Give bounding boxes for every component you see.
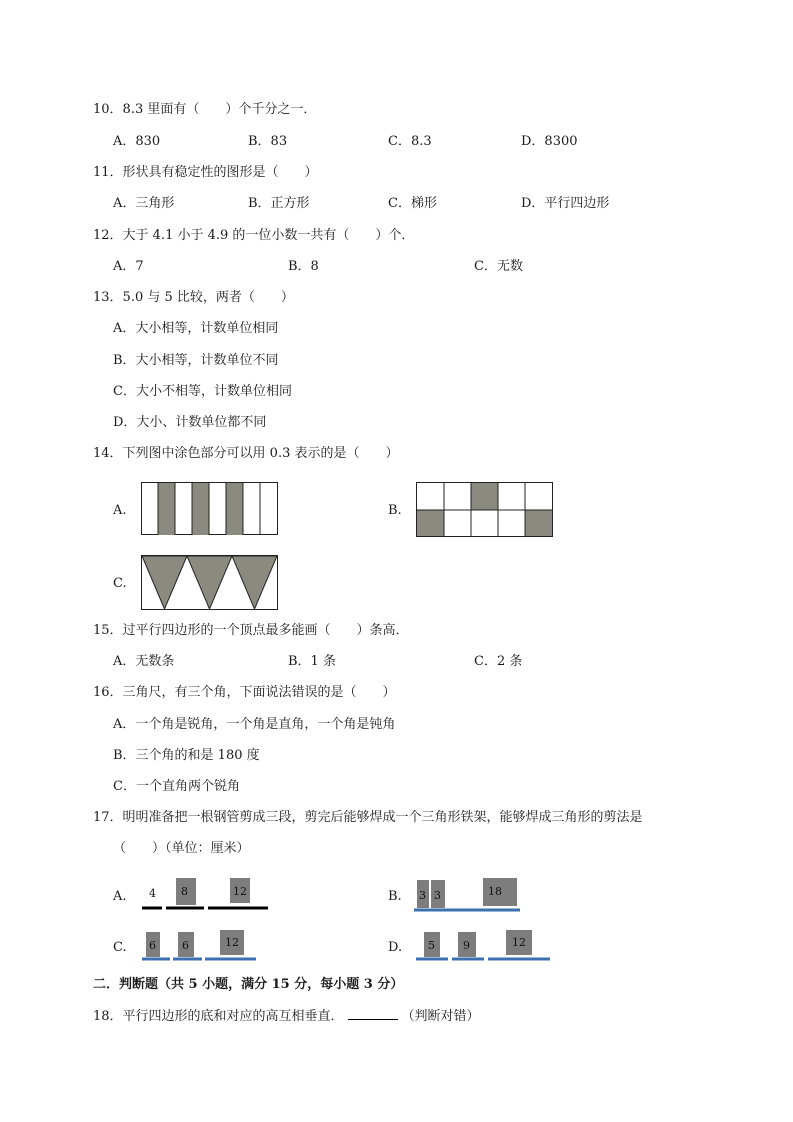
q12-option-c[interactable]: C．无数 (474, 259, 523, 274)
q17c-seg-3: 12 (225, 936, 239, 949)
q14a-shaded-strip-1 (158, 483, 175, 535)
q17d-seg-1: 5 (428, 939, 435, 952)
q11-option-a[interactable]: A．三角形 (113, 196, 175, 211)
q17d-seg-2: 9 (463, 939, 470, 952)
q15-option-b[interactable]: B．1 条 (288, 654, 336, 669)
q16-option-b[interactable]: B．三个角的和是 180 度 (113, 748, 260, 763)
q17c-seg-2: 6 (182, 939, 189, 952)
q14b-shaded-cell-1 (471, 483, 498, 510)
q12-option-a[interactable]: A．7 (113, 259, 144, 274)
q10-option-b[interactable]: B．83 (248, 134, 288, 149)
q14-figure-a[interactable] (141, 482, 279, 536)
q17b-seg-3: 18 (488, 885, 502, 898)
q14a-shaded-strip-3 (226, 483, 243, 535)
q17d-seg-3: 12 (512, 936, 526, 949)
q17a-seg-1: 4 (149, 887, 156, 900)
q13-option-b[interactable]: B．大小相等，计数单位不同 (113, 353, 279, 368)
q14b-shaded-cell-2 (417, 510, 444, 537)
q18-stem: 18．平行四边形的底和对应的高互相垂直． (93, 1009, 344, 1024)
q14-label-a[interactable]: A. (113, 503, 127, 518)
q15-option-a[interactable]: A．无数条 (113, 654, 175, 669)
q14b-shaded-cell-3 (525, 510, 552, 537)
q17a-seg-2: 8 (181, 885, 188, 898)
q17-figure-a[interactable] (142, 876, 270, 912)
q17c-seg-1: 6 (149, 939, 156, 952)
q17-figure-b[interactable] (412, 876, 524, 912)
q10-option-a[interactable]: A．830 (113, 134, 161, 149)
q12-option-b[interactable]: B．8 (288, 259, 319, 274)
q16-option-c[interactable]: C．一个直角两个锐角 (113, 779, 240, 794)
q11-option-d[interactable]: D．平行四边形 (521, 196, 610, 211)
q17-figure-c[interactable] (140, 926, 260, 962)
q12-stem: 12．大于 4.1 小于 4.9 的一位小数一共有（ ）个． (93, 228, 415, 243)
q13-stem: 13．5.0 与 5 比较，两者（ ） (93, 290, 294, 305)
q10-option-d[interactable]: D．8300 (521, 134, 578, 149)
q17-stem: 17．明明准备把一根钢管剪成三段，剪完后能够焊成一个三角形铁架，能够焊成三角形的剪法是 (93, 810, 643, 825)
q13-option-d[interactable]: D．大小、计数单位都不同 (113, 415, 267, 430)
q17a-seg-3: 12 (233, 885, 247, 898)
q14-figure-c[interactable] (141, 555, 279, 611)
q15-stem: 15．过平行四边形的一个顶点最多能画（ ）条高． (93, 623, 409, 638)
q13-option-a[interactable]: A．大小相等，计数单位相同 (113, 321, 279, 336)
section-2-title: 二．判断题（共 5 小题，满分 15 分，每小题 3 分） (93, 977, 404, 992)
q11-option-b[interactable]: B．正方形 (248, 196, 310, 211)
q14a-shaded-strip-2 (192, 483, 209, 535)
q17-stem-continued: （ ）（单位：厘米） (113, 841, 250, 856)
q11-option-c[interactable]: C．梯形 (388, 196, 437, 211)
q17-label-a[interactable]: A. (113, 889, 127, 904)
q14-stem: 14．下列图中涂色部分可以用 0.3 表示的是（ ） (93, 446, 399, 461)
q14-label-c[interactable]: C. (113, 576, 127, 591)
q17-label-d[interactable]: D. (388, 940, 403, 955)
q17b-seg-1: 3 (419, 889, 426, 902)
q17-figure-d[interactable] (412, 926, 552, 962)
q17-label-b[interactable]: B. (388, 889, 402, 904)
q10-option-c[interactable]: C．8.3 (388, 134, 432, 149)
q15-option-c[interactable]: C．2 条 (474, 654, 523, 669)
q16-option-a[interactable]: A．一个角是锐角，一个角是直角，一个角是钝角 (113, 717, 396, 732)
q14-label-b[interactable]: B. (388, 503, 402, 518)
q10-stem: 10．8.3 里面有（ ）个千分之一． (93, 102, 317, 117)
q18-answer-blank[interactable] (348, 1007, 398, 1020)
q13-option-c[interactable]: C．大小不相等，计数单位相同 (113, 384, 292, 399)
q18-line (93, 1007, 480, 1026)
q18-suffix: （判断对错） (401, 1009, 480, 1024)
q17b-seg-2: 3 (434, 889, 441, 902)
q17-label-c[interactable]: C. (113, 940, 127, 955)
q11-stem: 11．形状具有稳定性的图形是（ ） (93, 165, 318, 180)
q14-figure-b[interactable] (416, 482, 554, 538)
q16-stem: 16．三角尺，有三个角，下面说法错误的是（ ） (93, 685, 396, 700)
